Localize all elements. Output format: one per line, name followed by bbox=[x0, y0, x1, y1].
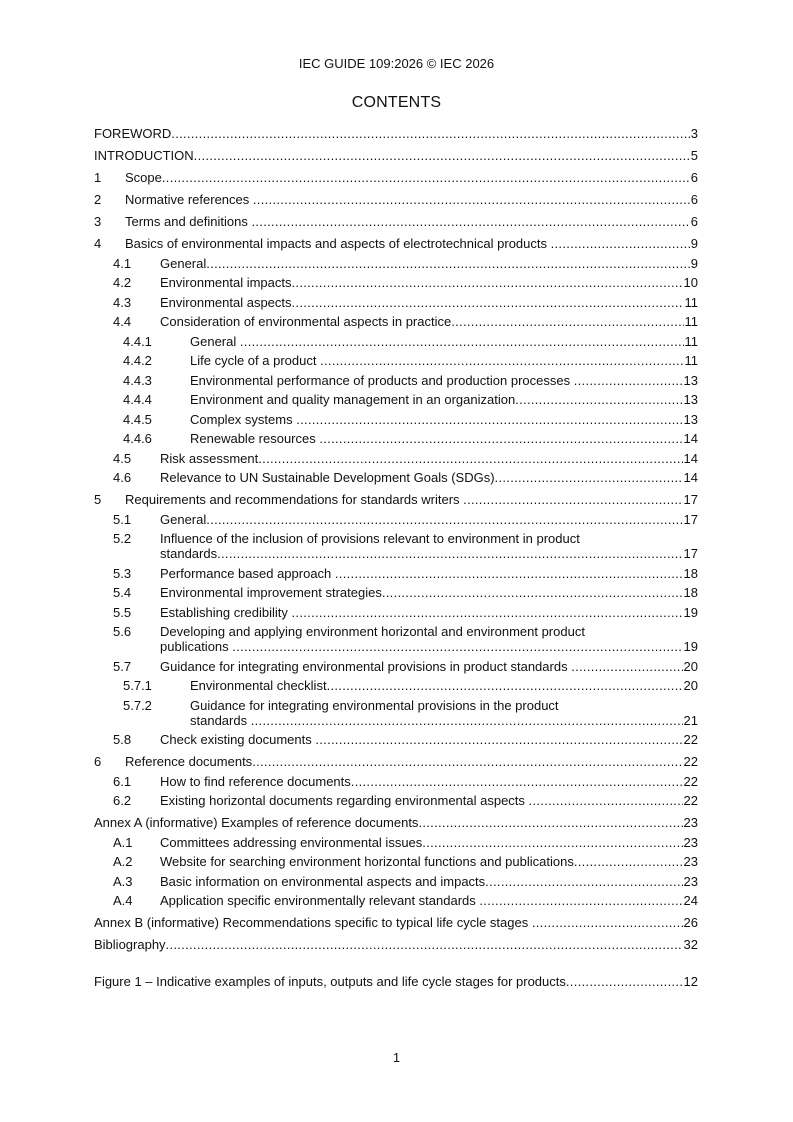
toc-entry-page: 17 bbox=[683, 492, 698, 507]
toc-entry-title: Guidance for integrating environmental provisions in product standards bbox=[160, 658, 572, 674]
toc-entry-page: 5 bbox=[690, 148, 698, 163]
toc-entry-number: 4.4.2 bbox=[123, 353, 152, 368]
toc-entry-number: 4.4.5 bbox=[123, 411, 152, 427]
toc-entry-number: 4.1 bbox=[113, 255, 132, 271]
toc-entry-title: General bbox=[160, 255, 207, 271]
toc-entry-number: 4.4.4 bbox=[123, 392, 152, 407]
toc-entry[interactable] bbox=[94, 774, 698, 789]
toc-entry-number: 4.2 bbox=[113, 275, 132, 290]
toc-entry[interactable] bbox=[94, 256, 698, 271]
toc-entry-page: 11 bbox=[684, 333, 698, 349]
toc-entry-number: 4.3 bbox=[113, 294, 132, 310]
toc-entry-title: Environmental checklist bbox=[190, 678, 327, 693]
toc-entry[interactable] bbox=[94, 874, 698, 889]
toc-entry[interactable] bbox=[94, 392, 698, 407]
toc-entry-title: Risk assessment bbox=[160, 450, 259, 466]
toc-entry-number: A.2 bbox=[113, 854, 133, 869]
toc-entry[interactable] bbox=[94, 585, 698, 600]
toc-entry-number: 2 bbox=[94, 192, 102, 207]
toc-entry-page: 12 bbox=[683, 974, 698, 989]
toc-entry-page: 22 bbox=[683, 793, 698, 808]
toc-entry-page: 22 bbox=[683, 732, 698, 747]
toc-entry[interactable] bbox=[94, 492, 698, 507]
toc-entry-number: 5.6 bbox=[113, 624, 132, 639]
toc-entry-title: Developing and applying environment horizontal and environment product bbox=[160, 624, 585, 639]
toc-entry-number: 4.4.6 bbox=[123, 431, 152, 446]
toc-entry-page: 24 bbox=[683, 893, 698, 908]
toc-entry-number: 3 bbox=[94, 214, 102, 229]
toc-entry-page: 11 bbox=[684, 294, 698, 310]
contents-title: CONTENTS bbox=[351, 94, 442, 111]
toc-entry-title: Environmental impacts bbox=[160, 275, 292, 290]
toc-entry-page: 11 bbox=[684, 314, 698, 329]
toc-entry[interactable] bbox=[94, 937, 698, 952]
table-of-contents bbox=[94, 126, 698, 989]
toc-entry-page: 10 bbox=[683, 275, 698, 290]
toc-entry[interactable] bbox=[94, 793, 698, 808]
toc-entry-page: 23 bbox=[683, 834, 698, 850]
toc-entry-page: 14 bbox=[683, 470, 698, 485]
toc-entry-number: 6.1 bbox=[113, 773, 132, 789]
toc-entry-number: 4.4 bbox=[113, 314, 132, 329]
toc-entry-page: 13 bbox=[683, 392, 698, 407]
toc-entry[interactable] bbox=[94, 126, 698, 141]
page-number: 1 bbox=[392, 1050, 401, 1065]
toc-entry-page: 14 bbox=[683, 450, 698, 466]
toc-entry-page: 21 bbox=[683, 712, 698, 728]
toc-entry-title: Website for searching environment horizontal functions and publications bbox=[160, 854, 574, 869]
toc-entry-page: 14 bbox=[683, 431, 698, 446]
toc-entry-title: Establishing credibility bbox=[160, 604, 292, 620]
toc-entry-number: 5.7 bbox=[113, 658, 132, 674]
toc-entry-page: 6 bbox=[690, 192, 698, 207]
toc-entry-title: Consideration of environmental aspects in practice bbox=[160, 314, 452, 329]
toc-entry-page: 6 bbox=[690, 170, 698, 185]
toc-entry-title: Scope bbox=[125, 170, 162, 185]
toc-entry-title: General bbox=[160, 511, 207, 527]
toc-entry[interactable] bbox=[94, 412, 698, 427]
toc-entry-page: 17 bbox=[683, 546, 698, 561]
toc-entry-title: Performance based approach bbox=[160, 565, 335, 581]
toc-entry-number: 5.1 bbox=[113, 511, 132, 527]
toc-entry[interactable] bbox=[94, 451, 698, 466]
toc-entry-number: 4.4.1 bbox=[123, 333, 152, 349]
toc-entry[interactable] bbox=[94, 915, 698, 930]
toc-entry[interactable] bbox=[94, 678, 698, 693]
toc-entry-number: A.4 bbox=[113, 893, 133, 908]
toc-entry[interactable] bbox=[94, 334, 698, 349]
toc-entry-page: 20 bbox=[683, 678, 698, 693]
toc-entry-number: 4 bbox=[94, 236, 102, 251]
toc-entry[interactable] bbox=[94, 470, 698, 485]
toc-entry[interactable] bbox=[94, 431, 698, 446]
toc-entry-number: 1 bbox=[94, 170, 102, 185]
toc-entry-title: Annex B (informative) Recommendations specific to typical life cycle stages bbox=[94, 915, 532, 930]
toc-entry-number: 5.7.1 bbox=[123, 678, 152, 693]
toc-entry[interactable] bbox=[94, 605, 698, 620]
toc-entry[interactable] bbox=[94, 353, 698, 368]
toc-entry-title: Figure 1 – Indicative examples of inputs, outputs and life cycle stages for products bbox=[94, 974, 566, 989]
toc-entry-number: 5.4 bbox=[113, 585, 132, 600]
toc-entry-title: Environmental aspects bbox=[160, 294, 292, 310]
toc-entry[interactable] bbox=[94, 314, 698, 329]
toc-entry-page: 3 bbox=[690, 126, 698, 141]
toc-entry[interactable] bbox=[94, 566, 698, 581]
toc-entry-title: Complex systems bbox=[190, 411, 297, 427]
toc-entry[interactable] bbox=[94, 754, 698, 769]
toc-entry[interactable] bbox=[94, 974, 698, 989]
toc-entry-title: Environment and quality management in an organization bbox=[190, 392, 516, 407]
toc-entry-number: 4.6 bbox=[113, 470, 132, 485]
toc-entry-title: Bibliography bbox=[94, 937, 166, 952]
page-header: IEC GUIDE 109:2026 © IEC 2026 bbox=[298, 56, 495, 71]
toc-entry-page: 9 bbox=[690, 255, 698, 271]
toc-entry[interactable] bbox=[94, 732, 698, 747]
toc-entry-page: 20 bbox=[683, 658, 698, 674]
toc-entry-number: 5.7.2 bbox=[123, 697, 152, 713]
toc-entry-title: Life cycle of a product bbox=[190, 353, 321, 368]
toc-entry-page: 9 bbox=[690, 236, 698, 251]
toc-entry[interactable] bbox=[94, 170, 698, 185]
toc-entry-number: 5.3 bbox=[113, 565, 132, 581]
toc-entry-number: 6.2 bbox=[113, 793, 132, 808]
toc-entry-page: 17 bbox=[683, 511, 698, 527]
toc-entry[interactable] bbox=[94, 659, 698, 674]
toc-entry[interactable] bbox=[94, 214, 698, 229]
toc-entry-title: Relevance to UN Sustainable Development Goals (SDGs) bbox=[160, 470, 495, 485]
toc-entry[interactable] bbox=[94, 295, 698, 310]
toc-entry[interactable] bbox=[94, 373, 698, 388]
toc-entry[interactable] bbox=[94, 531, 698, 561]
toc-entry-number: 5.5 bbox=[113, 604, 132, 620]
toc-entry-title: Guidance for integrating environmental provisions in the product bbox=[190, 697, 559, 713]
toc-entry[interactable] bbox=[94, 893, 698, 908]
toc-entry-title: How to find reference documents bbox=[160, 773, 351, 789]
toc-entry[interactable] bbox=[94, 192, 698, 207]
toc-entry-page: 22 bbox=[683, 773, 698, 789]
toc-entry-title: Committees addressing environmental issues bbox=[160, 834, 423, 850]
toc-entry-page: 22 bbox=[683, 754, 698, 769]
toc-entry[interactable] bbox=[94, 236, 698, 251]
toc-entry-page: 19 bbox=[683, 604, 698, 620]
toc-entry-title: FOREWORD bbox=[94, 126, 172, 141]
toc-entry-title: Reference documents bbox=[125, 754, 253, 769]
toc-entry-number: 5 bbox=[94, 492, 102, 507]
toc-entry-title-continued: standards bbox=[160, 546, 218, 561]
toc-entry-title: Basics of environmental impacts and aspects of electrotechnical products bbox=[125, 236, 551, 251]
toc-entry-title-continued: standards bbox=[190, 712, 251, 728]
toc-entry-page: 6 bbox=[690, 214, 698, 229]
toc-entry-page: 13 bbox=[683, 411, 698, 427]
toc-entry-page: 18 bbox=[683, 565, 698, 581]
toc-entry-page: 23 bbox=[683, 854, 698, 869]
toc-entry-title: Check existing documents bbox=[160, 732, 316, 747]
toc-entry-title: Influence of the inclusion of provisions relevant to environment in product bbox=[160, 531, 580, 546]
toc-entry-title: Environmental performance of products and production processes bbox=[190, 372, 574, 388]
toc-entry-page: 11 bbox=[684, 353, 698, 368]
toc-entry-title: Application specific environmentally relevant standards bbox=[160, 893, 480, 908]
toc-entry-title: General bbox=[190, 333, 240, 349]
toc-entry-number: 4.4.3 bbox=[123, 372, 152, 388]
toc-entry[interactable] bbox=[94, 815, 698, 830]
toc-entry-page: 26 bbox=[683, 915, 698, 930]
toc-entry-page: 23 bbox=[683, 873, 698, 889]
toc-entry[interactable] bbox=[94, 854, 698, 869]
toc-entry-number: A.3 bbox=[113, 873, 133, 889]
toc-entry-title: Normative references bbox=[125, 192, 253, 207]
toc-entry-title: Renewable resources bbox=[190, 431, 320, 446]
toc-entry-number: A.1 bbox=[113, 834, 133, 850]
toc-entry-title: Environmental improvement strategies bbox=[160, 585, 382, 600]
toc-entry[interactable] bbox=[94, 512, 698, 527]
toc-entry-title-continued: publications bbox=[160, 639, 233, 654]
toc-entry-title: INTRODUCTION bbox=[94, 148, 194, 163]
toc-entry-title: Annex A (informative) Examples of reference documents bbox=[94, 815, 419, 830]
toc-entry-title: Basic information on environmental aspects and impacts bbox=[160, 873, 486, 889]
toc-entry-page: 18 bbox=[683, 585, 698, 600]
toc-entry-page: 32 bbox=[683, 937, 698, 952]
toc-entry-title: Requirements and recommendations for standards writers bbox=[125, 492, 464, 507]
toc-entry-title: Terms and definitions bbox=[125, 214, 252, 229]
toc-entry[interactable] bbox=[94, 148, 698, 163]
toc-entry-number: 6 bbox=[94, 754, 102, 769]
toc-entry-number: 4.5 bbox=[113, 450, 132, 466]
toc-entry-number: 5.8 bbox=[113, 732, 132, 747]
toc-entry-number: 5.2 bbox=[113, 531, 132, 546]
toc-entry[interactable] bbox=[94, 698, 698, 728]
toc-entry-page: 19 bbox=[683, 639, 698, 654]
toc-entry-page: 23 bbox=[683, 815, 698, 830]
toc-entry-page: 13 bbox=[683, 372, 698, 388]
toc-entry[interactable] bbox=[94, 275, 698, 290]
toc-entry[interactable] bbox=[94, 835, 698, 850]
toc-entry[interactable] bbox=[94, 624, 698, 654]
toc-entry-title: Existing horizontal documents regarding environmental aspects bbox=[160, 793, 529, 808]
